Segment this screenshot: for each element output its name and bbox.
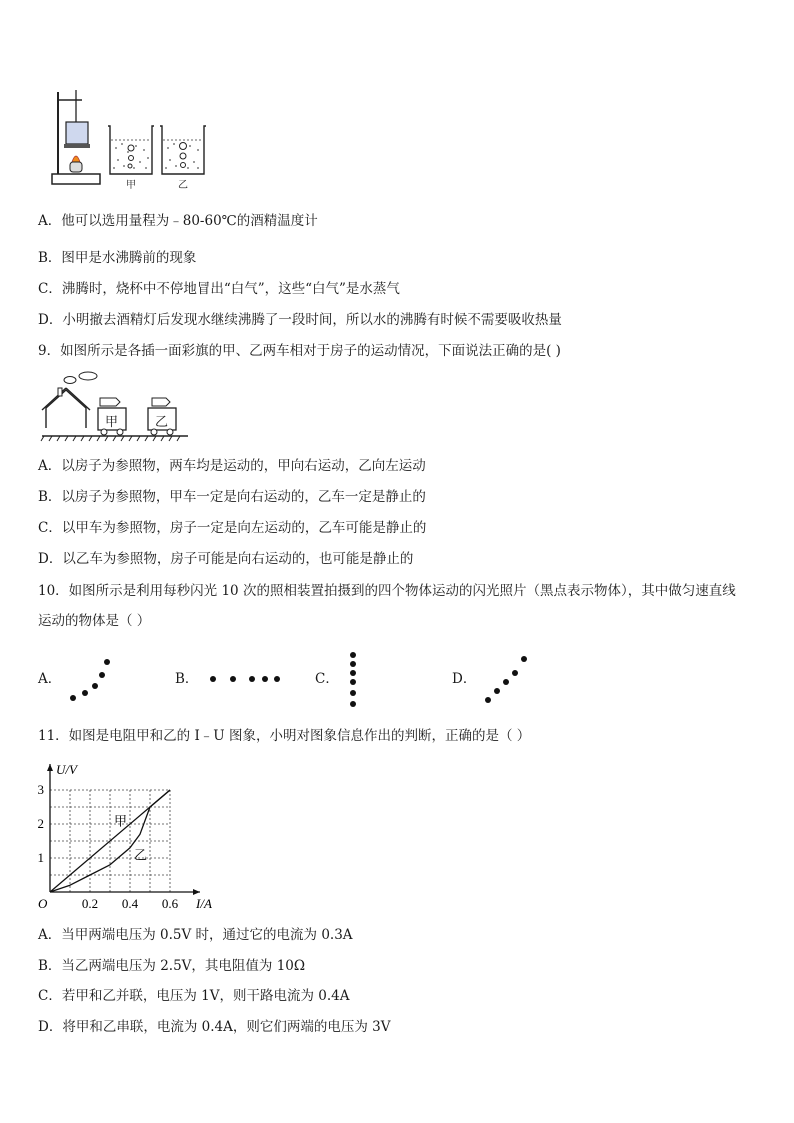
x-axis-arrow (193, 889, 200, 895)
q11-option-a: A．当甲两端电压为 0.5V 时，通过它的电流为 0.3A (38, 927, 353, 943)
q8-option-b: B．图甲是水沸腾前的现象 (38, 250, 197, 266)
q10-dots-c (344, 650, 362, 710)
q9-option-b: B．以房子为参照物，甲车一定是向右运动的，乙车一定是静止的 (38, 489, 426, 505)
q10-dots-b (204, 672, 284, 686)
cart-label-jia: 甲 (105, 415, 119, 430)
x-tick-label: 0.6 (161, 896, 179, 911)
q9-option-c: C．以甲车为参照物，房子一定是向左运动的，乙车可能是静止的 (38, 520, 427, 536)
q10-label-a: A． (38, 671, 62, 687)
q10-dots-d (480, 652, 532, 706)
origin-label: O (38, 896, 48, 911)
q10-label-c: C． (315, 671, 339, 687)
q8-figure (48, 88, 208, 192)
beaker-label-jia: 甲 (126, 180, 136, 191)
beaker-label-yi: 乙 (178, 180, 188, 191)
q10-label-d: D． (452, 671, 477, 687)
iu-chart (34, 758, 224, 918)
series-jia-label: 甲 (114, 813, 128, 829)
q9-option-d: D．以乙车为参照物，房子可能是向右运动的，也可能是静止的 (38, 551, 414, 567)
y-axis-arrow (47, 764, 53, 771)
y-tick-label: 2 (37, 816, 44, 831)
q11-option-d: D．将甲和乙串联，电流为 0.4A，则它们两端的电压为 3V (38, 1019, 391, 1035)
q10-dots-a (66, 654, 116, 704)
q10-label-b: B． (175, 671, 199, 687)
house-and-carts-illustration (40, 368, 190, 442)
q8-option-c: C．沸腾时，烧杯中不停地冒出“白气”，这些“白气”是水蒸气 (38, 281, 400, 297)
y-axis-label: U/V (56, 762, 77, 777)
q11-option-c: C．若甲和乙并联，电压为 1V，则干路电流为 0.4A (38, 988, 350, 1004)
y-tick-label: 1 (37, 850, 44, 865)
series-yi-label: 乙 (134, 847, 148, 863)
x-tick-label: 0.2 (81, 896, 99, 911)
x-axis-label: I/A (196, 896, 212, 911)
q8-option-d: D．小明撤去酒精灯后发现水继续沸腾了一段时间，所以水的沸腾有时候不需要吸收热量 (38, 312, 562, 328)
q9-option-a: A．以房子为参照物，两车均是运动的，甲向右运动，乙向左运动 (38, 458, 426, 474)
x-tick-label: 0.4 (121, 896, 139, 911)
cart-label-yi: 乙 (155, 415, 169, 430)
q11-option-b: B．当乙两端电压为 2.5V，其电阻值为 10Ω (38, 958, 306, 974)
q10-stem-line2: 运动的物体是（ ） (38, 613, 151, 629)
q8-option-a: A．他可以选用量程为﹣80-60℃的酒精温度计 (38, 213, 318, 229)
q10-stem-line1: 10．如图所示是利用每秒闪光 10 次的照相装置拍摄到的四个物体运动的闪光照片（黑点表示物体），其中做匀速直线 (38, 583, 736, 599)
y-tick-label: 3 (37, 782, 44, 797)
q11-stem: 11．如图是电阻甲和乙的 I﹣U 图象，小明对图象信息作出的判断，正确的是（ ） (38, 728, 531, 744)
q9-stem: 9．如图所示是各插一面彩旗的甲、乙两车相对于房子的运动情况，下面说法正确的是( ) (38, 343, 561, 359)
q9-figure (40, 368, 190, 442)
